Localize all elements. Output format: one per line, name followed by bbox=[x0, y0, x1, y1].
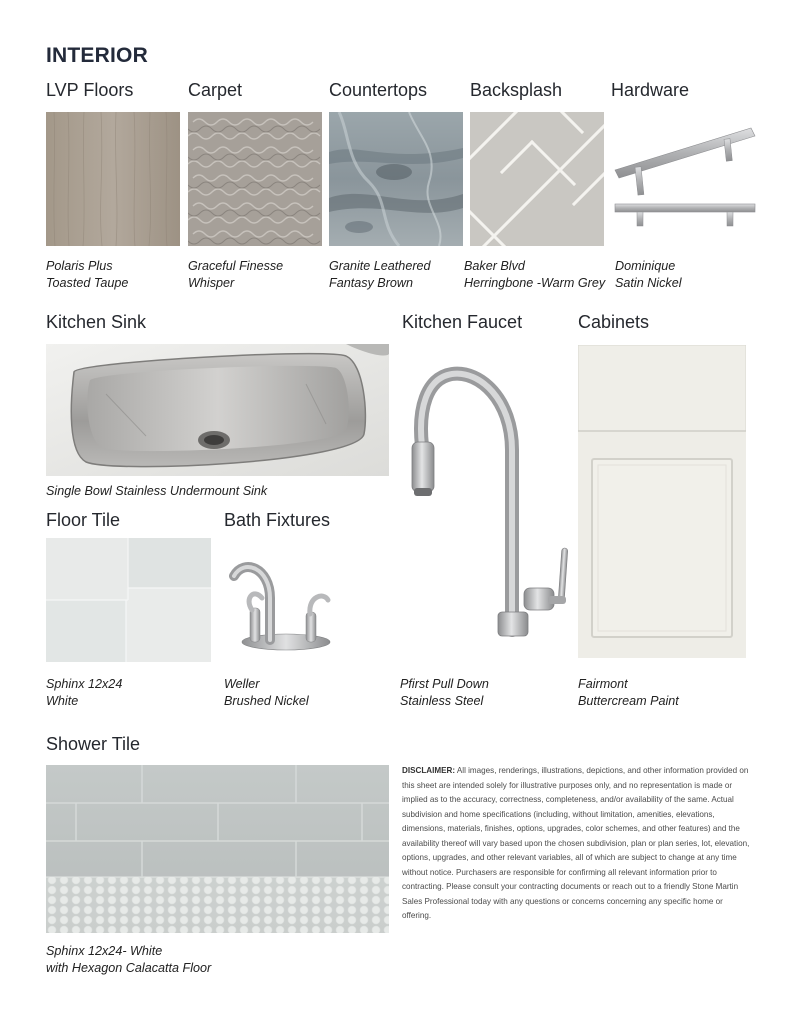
backsplash-caption bbox=[464, 258, 605, 292]
lvp-color-name: Toasted Taupe bbox=[46, 276, 129, 290]
hardware-heading: Hardware bbox=[611, 80, 690, 100]
backsplash-color-name: Herringbone -Warm Grey bbox=[464, 276, 606, 290]
disclaimer-body: All images, renderings, illustrations, depictions, and other information provided on this sheet are intended solely for illustrative purposes only, and no representation is made or implied as to the accuracy, correctness, completeness, and/or availability of the same. Actual subdivision and home specifications (including, without limitation, amenities, elevations, dimensions, materials, finishes, options, upgrades, color schemes, and other features) and the availability thereof will vary based upon the chosen subdivision, plan or plan series, lot, elevation, options, upgrades, and other relevant variables, all of which are subject to change at any time without notice. Purchasers are responsible for confirming all relevant information prior to contracting. Please consult your contracting documents or reach out to a friendly Stone Martin Sales Professional today with any questions or concerns concerning any specific home or offering. bbox=[402, 766, 750, 920]
countertops-heading: Countertops bbox=[329, 80, 428, 100]
lvp-floor-swatch bbox=[46, 112, 180, 246]
countertops-caption bbox=[329, 258, 431, 292]
bath-fixtures-caption bbox=[224, 676, 309, 710]
floor-tile-caption bbox=[46, 676, 122, 710]
carpet-heading: Carpet bbox=[188, 80, 243, 100]
carpet-color-name: Whisper bbox=[188, 276, 235, 290]
carpet-product-name: Graceful Finesse bbox=[188, 259, 284, 273]
kitchen-faucet-caption bbox=[400, 676, 489, 710]
cabinet-pull-image bbox=[611, 120, 757, 230]
disclaimer-text bbox=[402, 764, 752, 924]
disclaimer-label: DISCLAIMER: bbox=[402, 766, 456, 775]
floor-tile-swatch bbox=[46, 538, 211, 662]
hardware-finish-name: Satin Nickel bbox=[615, 276, 682, 290]
kitchen-sink-image bbox=[46, 344, 389, 476]
page-title: INTERIOR bbox=[46, 44, 148, 67]
floor-tile-heading: Floor Tile bbox=[46, 510, 121, 530]
shower-tile-image bbox=[46, 765, 389, 933]
bath-fixtures-product-name: Weller bbox=[224, 677, 260, 691]
lvp-floors-heading: LVP Floors bbox=[46, 80, 134, 100]
shower-tile-heading: Shower Tile bbox=[46, 734, 141, 754]
kitchen-faucet-image bbox=[400, 360, 580, 650]
floor-tile-color-name: White bbox=[46, 694, 79, 708]
kitchen-faucet-heading: Kitchen Faucet bbox=[402, 312, 523, 332]
countertops-color-name: Fantasy Brown bbox=[329, 276, 413, 290]
countertops-product-name: Granite Leathered bbox=[329, 259, 431, 273]
carpet-swatch bbox=[188, 112, 322, 246]
hardware-product-name: Dominique bbox=[615, 259, 676, 273]
backsplash-heading: Backsplash bbox=[470, 80, 563, 100]
lvp-floors-caption bbox=[46, 258, 128, 292]
lvp-product-name: Polaris Plus bbox=[46, 259, 113, 273]
cabinets-heading: Cabinets bbox=[578, 312, 650, 332]
kitchen-sink-heading: Kitchen Sink bbox=[46, 312, 147, 332]
bath-faucet-image bbox=[224, 548, 334, 660]
granite-swatch bbox=[329, 112, 463, 246]
floor-tile-product-name: Sphinx 12x24 bbox=[46, 677, 123, 691]
shower-tile-caption bbox=[46, 943, 211, 977]
kitchen-faucet-product-name: Pfirst Pull Down bbox=[400, 677, 489, 691]
shower-tile-floor-name: with Hexagon Calacatta Floor bbox=[46, 961, 212, 975]
kitchen-sink-caption: Single Bowl Stainless Undermount Sink bbox=[46, 484, 268, 498]
cabinets-door-style: Fairmont bbox=[578, 677, 628, 691]
kitchen-faucet-finish-name: Stainless Steel bbox=[400, 694, 484, 708]
cabinets-caption bbox=[578, 676, 679, 710]
cabinet-door-image bbox=[578, 345, 746, 658]
shower-tile-product-name: Sphinx 12x24- White bbox=[46, 944, 163, 958]
bath-fixtures-heading: Bath Fixtures bbox=[224, 510, 331, 530]
backsplash-product-name: Baker Blvd bbox=[464, 259, 525, 273]
bath-fixtures-finish-name: Brushed Nickel bbox=[224, 694, 309, 708]
hardware-caption bbox=[615, 258, 682, 292]
carpet-caption bbox=[188, 258, 283, 292]
cabinets-paint-color: Buttercream Paint bbox=[578, 694, 679, 708]
backsplash-swatch bbox=[470, 112, 604, 246]
